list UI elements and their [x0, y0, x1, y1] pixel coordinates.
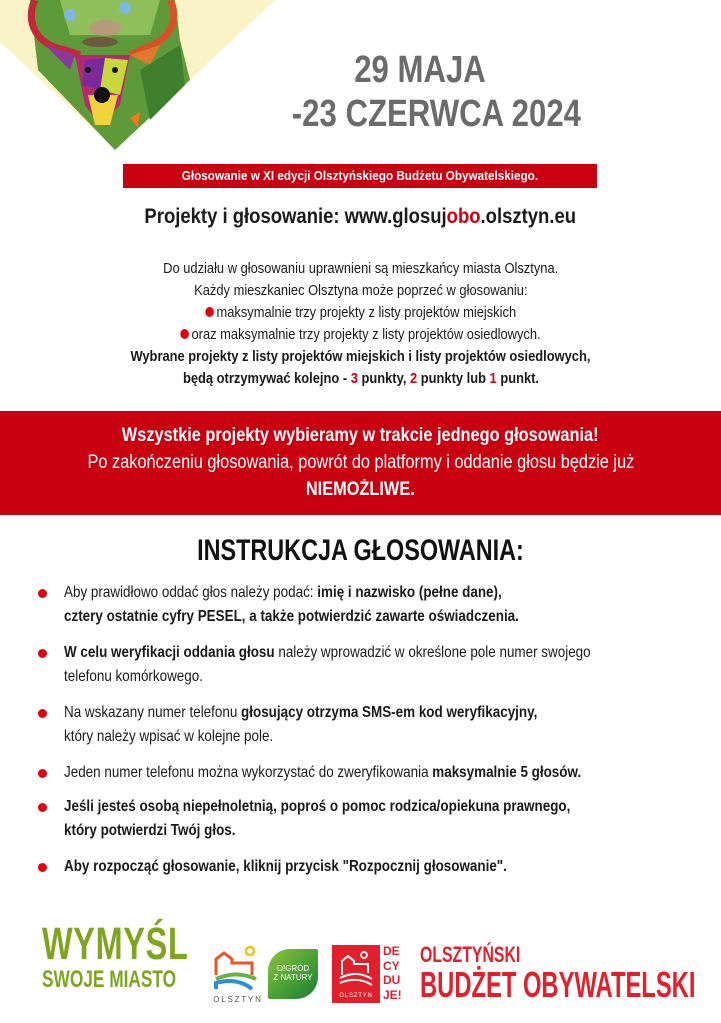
points-1: 1 — [489, 370, 497, 387]
eligibility-bullet-district: oraz maksymalnie trzy projekty z listy projektów osiedlowych. — [191, 326, 541, 343]
instruction-text: należy wprowadzić w określone pole numer swojego — [274, 644, 591, 661]
date-start: 29 MAJA — [354, 49, 486, 91]
instructions-list — [36, 581, 696, 879]
projects-website-line — [0, 202, 721, 232]
decyduje-word-part: CY — [383, 958, 400, 973]
eligibility-line-5: Wybrane projekty z listy projektów miejskich i listy projektów osiedlowych, — [130, 348, 591, 365]
instruction-emphasis: cztery ostatnie cyfry PESEL, a także potwierdzić zawarte oświadczenia. — [64, 608, 519, 625]
points-text: będą otrzymywać kolejno - — [182, 370, 351, 387]
instructions-title — [0, 533, 721, 569]
points-text: punkty, — [357, 370, 410, 387]
warning-line-1: Wszystkie projekty wybieramy w trakcie jednego głosowania! — [122, 425, 599, 446]
instruction-item — [36, 581, 696, 629]
olsztyn-city-logo — [212, 945, 262, 1007]
instruction-item — [36, 761, 696, 785]
ogrod-line-1: O!GRÓD — [276, 964, 310, 973]
deer-icon — [30, 0, 190, 150]
decyduje-word-part: JE! — [383, 987, 402, 1002]
instruction-text: telefonu komórkowego. — [64, 668, 203, 685]
eligibility-line-2: Każdy mieszkaniec Olsztyna może poprzeć w głosowaniu: — [193, 282, 528, 299]
budzet-obywatelski-logo — [420, 943, 721, 1003]
points-3: 3 — [350, 370, 358, 387]
olsztyn-emblem-icon — [212, 945, 262, 993]
instruction-text: Aby prawidłowo oddać głos należy podać: — [64, 584, 318, 601]
instruction-item — [36, 641, 696, 689]
obo-line-2: BUDŻET OBYWATELSKI — [420, 964, 696, 1005]
website-highlight[interactable]: obo — [446, 205, 481, 228]
ogrod-z-natury-logo — [268, 949, 318, 999]
olsztyn-caption: OLSZTYN — [213, 995, 263, 1004]
edition-banner — [123, 164, 597, 188]
decyduje-wordmark — [383, 944, 402, 1002]
decyduje-word-part: DE — [383, 944, 400, 958]
date-end: -23 CZERWCA 2024 — [291, 93, 581, 135]
slogan-line-1: WYMYŚL — [42, 918, 189, 969]
points-2: 2 — [409, 370, 417, 387]
instruction-emphasis: imię i nazwisko (pełne dane), — [317, 584, 502, 601]
edition-banner-text: Głosowanie w XI edycji Olsztyńskiego Budżetu Obywatelskiego. — [181, 168, 539, 183]
eligibility-line-1: Do udziału w głosowaniu uprawnieni są mieszkańcy miasta Olsztyna. — [162, 260, 559, 277]
instruction-emphasis: który potwierdzi Twój głos. — [64, 822, 236, 839]
bullet-icon — [205, 307, 214, 317]
instruction-item — [36, 855, 696, 879]
bullet-icon — [38, 649, 47, 658]
projects-prefix: Projekty i głosowanie: www.glosuj — [144, 205, 447, 228]
footer-logos — [0, 915, 721, 1023]
instruction-text: Jeden numer telefonu można wykorzystać do zweryfikowania — [64, 764, 433, 781]
points-text: punkt. — [496, 370, 539, 387]
bullet-icon — [180, 329, 189, 339]
website-suffix: .olsztyn.eu — [480, 205, 577, 228]
voting-dates — [240, 48, 601, 136]
bullet-icon — [38, 803, 47, 812]
instruction-item — [36, 701, 696, 749]
instructions-title-text: INSTRUKCJA GŁOSOWANIA: — [197, 534, 524, 567]
instruction-text: który należy wpisać w kolejne pole. — [64, 728, 274, 745]
deer-illustration — [0, 0, 280, 155]
instruction-item — [36, 795, 696, 843]
eligibility-section — [0, 258, 721, 390]
decyduje-caption: OLSZTYN — [339, 993, 373, 999]
instruction-emphasis: W celu weryfikacji oddania głosu — [64, 644, 275, 661]
instruction-emphasis: maksymalnie 5 głosów. — [432, 764, 582, 781]
decyduje-word-part: DU — [383, 973, 401, 987]
eligibility-bullet-city: maksymalnie trzy projekty z listy projektów miejskich — [216, 304, 516, 321]
warning-line-3: NIEMOŻLIWE. — [306, 479, 415, 500]
bullet-icon — [38, 769, 47, 778]
bullet-icon — [38, 589, 47, 598]
instruction-emphasis: Jeśli jesteś osobą niepełnoletnią, poproś o pomoc rodzica/opiekuna prawnego, — [64, 798, 571, 815]
warning-line-2: Po zakończeniu głosowania, powrót do platformy i oddanie głosu będzie już — [87, 452, 634, 473]
warning-banner — [0, 411, 721, 515]
ogrod-line-2: Z NATURY — [273, 973, 313, 982]
bullet-icon — [38, 709, 47, 718]
instruction-emphasis: głosujący otrzyma SMS-em kod weryfikacyjny, — [241, 704, 538, 721]
obo-line-1: OLSZTYŃSKI — [420, 942, 521, 967]
decyduje-emblem-icon — [332, 945, 380, 991]
decyduje-logo — [332, 945, 380, 1003]
instruction-text: Na wskazany numer telefonu — [64, 704, 242, 721]
slogan-line-2: SWOJE MIASTO — [42, 966, 177, 993]
instruction-emphasis: Aby rozpocząć głosowanie, kliknij przycisk "Rozpocznij głosowanie". — [64, 858, 507, 875]
points-text: punkty lub — [416, 370, 490, 387]
bullet-icon — [38, 863, 47, 872]
points-line — [182, 368, 538, 390]
